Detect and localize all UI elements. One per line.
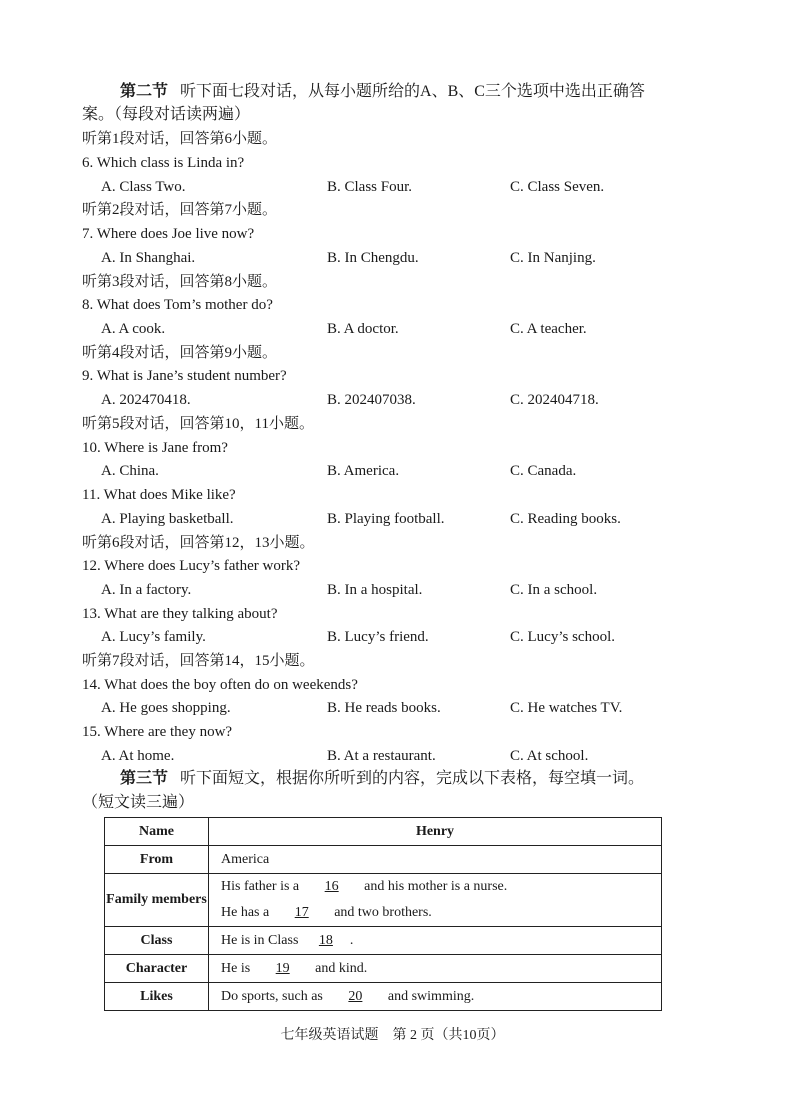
option-b: B. Playing football. [327,511,445,527]
class-value [209,927,662,955]
question-12: 12. Where does Lucy’s father work? [82,558,300,574]
text: and two brothers. [334,905,432,920]
table-row [105,874,662,927]
option-b: B. A doctor. [327,321,399,337]
option-a: A. He goes shopping. [101,700,231,716]
text: He has a [221,905,270,920]
option-a: A. 202470418. [101,392,191,408]
option-c: C. Reading books. [510,511,621,527]
text: and kind. [315,960,368,976]
family-label: Family members [105,874,209,927]
blank-20[interactable]: 20 [348,988,363,1004]
info-table [104,817,662,1011]
dialogue-cue: 听第1段对话，回答第6小题。 [82,131,278,147]
option-c: C. Class Seven. [510,179,605,195]
section3-title: 第三节 [120,770,169,787]
question-8: 8. What does Tom’s mother do? [82,297,273,313]
option-c: C. 202404718. [510,392,599,408]
option-c: C. Lucy’s school. [510,629,615,645]
blank-16[interactable]: 16 [324,879,339,894]
question-14: 14. What does the boy often do on weekends? [82,677,358,693]
text: His father is a [221,879,300,894]
text: Do sports, such as [221,988,323,1004]
option-b: B. At a restaurant. [327,748,436,764]
character-label: Character [105,955,209,983]
section2-instruction-line2: 案。（每段对话读两遍） [82,106,251,123]
table-row [105,955,662,983]
section2-instruction-text: 听下面七段对话，从每小题所给的A、B、C三个选项中选出正确答 [180,83,645,100]
option-a: A. A cook. [101,321,166,337]
table-row [105,927,662,955]
question-7: 7. Where does Joe live now? [82,226,255,242]
name-label: Name [105,818,209,846]
option-b: B. Class Four. [327,179,413,195]
question-6: 6. Which class is Linda in? [82,155,245,171]
option-a: A. Class Two. [101,179,186,195]
text: and swimming. [387,988,475,1004]
section2-title: 第二节 [120,83,169,100]
option-c: C. A teacher. [510,321,587,337]
table-row [105,818,662,846]
question-11: 11. What does Mike like? [82,487,236,503]
name-value: Henry [209,818,662,846]
text: . [349,932,354,948]
family-line-2 [221,900,649,926]
table-row [105,983,662,1011]
text: and his mother is a nurse. [364,879,508,894]
option-c: C. He watches TV. [510,700,623,716]
text: He is in Class [221,932,299,948]
option-a: A. China. [101,463,159,479]
option-c: C. In a school. [510,582,598,598]
option-c: C. At school. [510,748,589,764]
option-a: A. Playing basketball. [101,511,234,527]
question-13: 13. What are they talking about? [82,606,278,622]
blank-17[interactable]: 17 [294,905,309,920]
option-a: A. In a factory. [101,582,192,598]
option-b: B. In a hospital. [327,582,423,598]
character-value [209,955,662,983]
likes-label: Likes [105,983,209,1011]
section3-instruction-text: 听下面短文，根据你所听到的内容，完成以下表格，每空填一词。 [180,770,645,787]
section2-instruction-line1 [120,82,645,102]
question-10: 10. Where is Jane from? [82,440,228,456]
question-15: 15. Where are they now? [82,724,233,740]
option-a: A. At home. [101,748,175,764]
from-value: America [209,846,662,874]
option-b: B. 202407038. [327,392,416,408]
option-b: B. In Chengdu. [327,250,419,266]
option-b: B. He reads books. [327,700,441,716]
option-c: C. In Nanjing. [510,250,596,266]
section3-instruction-line2: （短文读三遍） [82,794,195,811]
table-row [105,846,662,874]
dialogue-cue: 听第5段对话，回答第10，11小题。 [82,416,314,432]
option-b: B. Lucy’s friend. [327,629,429,645]
family-value [209,874,662,927]
blank-18[interactable]: 18 [318,932,333,948]
from-label: From [105,846,209,874]
option-c: C. Canada. [510,463,577,479]
blank-19[interactable]: 19 [275,960,290,976]
family-line-1 [221,874,649,900]
text: He is [221,960,251,976]
section3-instruction-line1 [120,769,644,789]
likes-value [209,983,662,1011]
class-label: Class [105,927,209,955]
page-footer: 七年级英语试题 第 2 页（共10页） [280,1028,505,1043]
dialogue-cue: 听第2段对话，回答第7小题。 [82,202,278,218]
dialogue-cue: 听第4段对话，回答第9小题。 [82,345,278,361]
option-b: B. America. [327,463,400,479]
dialogue-cue: 听第7段对话，回答第14，15小题。 [82,653,315,669]
option-a: A. In Shanghai. [101,250,196,266]
dialogue-cue: 听第3段对话，回答第8小题。 [82,274,278,290]
dialogue-cue: 听第6段对话，回答第12，13小题。 [82,535,315,551]
option-a: A. Lucy’s family. [101,629,206,645]
question-9: 9. What is Jane’s student number? [82,368,287,384]
